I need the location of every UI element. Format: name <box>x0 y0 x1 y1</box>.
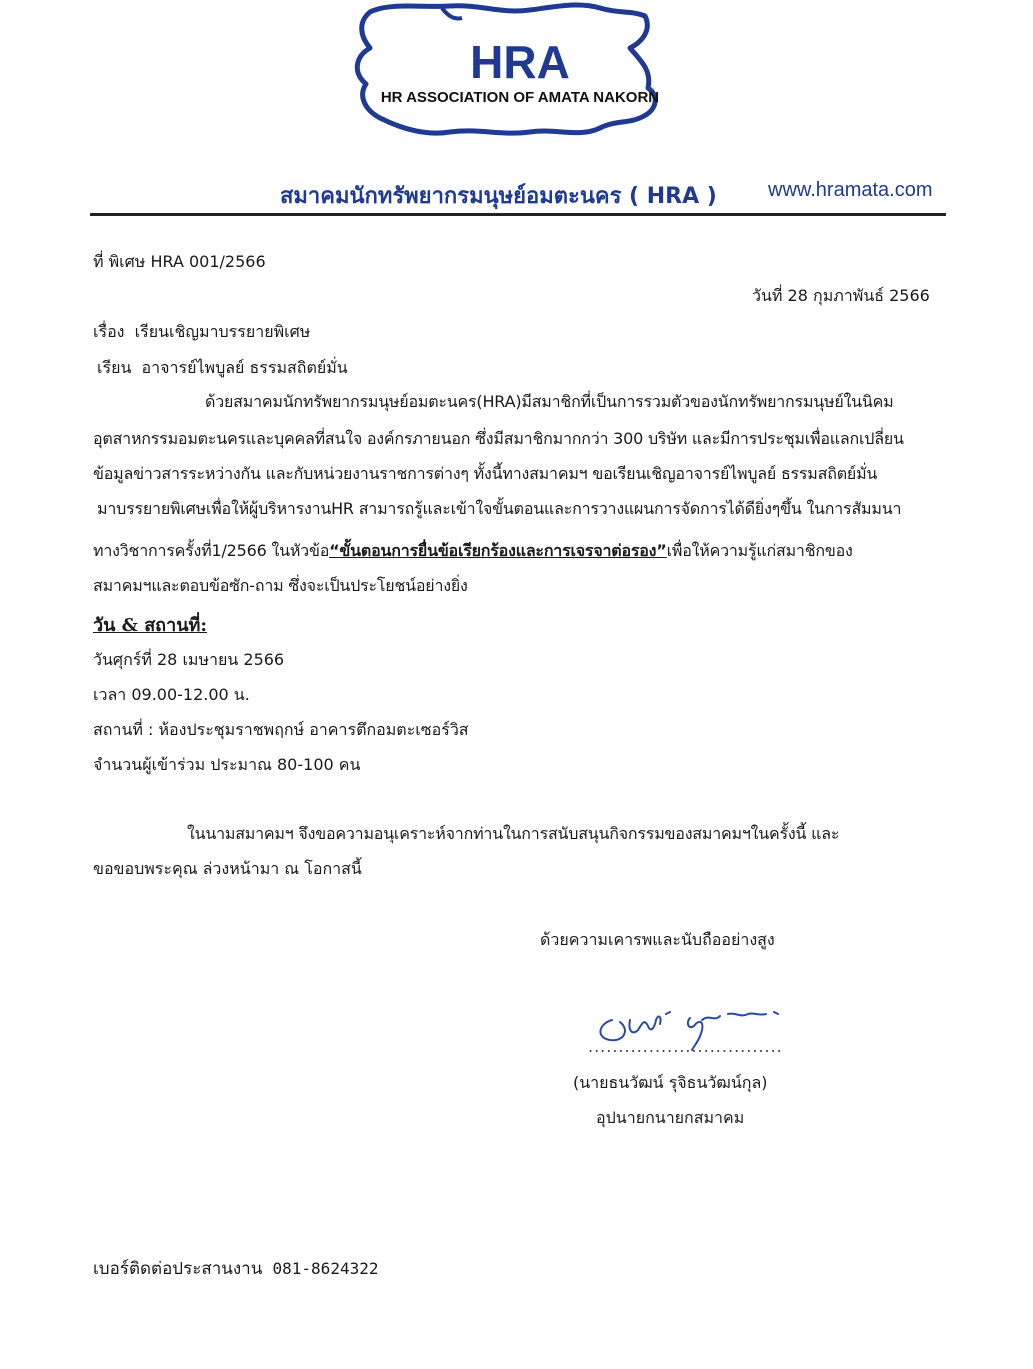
association-title: สมาคมนักทรัพยากรมนุษย์อมตะนคร ( HRA ) <box>280 184 717 209</box>
event-time: เวลา 09.00-12.00 น. <box>93 685 250 704</box>
website-link[interactable]: www.hramata.com <box>768 179 933 201</box>
event-date: วันศุกร์ที่ 28 เมษายน 2566 <box>93 650 285 669</box>
closing-line-2: ขอขอบพระคุณ ล่วงหน้ามา ณ โอกาสนี้ <box>93 859 362 878</box>
recipient-name: อาจารย์ไพบูลย์ ธรรมสถิตย์มั่น <box>141 358 348 377</box>
event-attendees: จำนวนผู้เข้าร่วม ประมาณ 80-100 คน <box>93 755 361 774</box>
salutation: ด้วยความเคารพและนับถืออย่างสูง <box>540 930 775 949</box>
body-line-1: ด้วยสมาคมนักทรัพยากรมนุษย์อมตะนคร(HRA)มีสมาชิกที่เป็นการรวมตัวของนักทรัพยากรมนุษย์ในนิคม <box>205 392 894 411</box>
body-line-4: มาบรรยายพิเศษเพื่อให้ผู้บริหารงานHR สามารถรู้และเข้าใจขั้นตอนและการวางแผนการจัดการได้ดียิ่งๆขึ้น ในการสัมมนา <box>97 499 902 518</box>
body-line-3: ข้อมูลข่าวสารระหว่างกัน และกับหน่วยงานราชการต่างๆ ทั้งนี้ทางสมาคมฯ ขอเรียนเชิญอาจารย์ไพบูลย์ ธรรมสถิตย์มั่น <box>93 464 878 483</box>
logo-full-name: HR ASSOCIATION OF AMATA NAKORN <box>380 89 660 106</box>
logo-short-name: HRA <box>470 36 570 88</box>
closing-line-1: ในนามสมาคมฯ จึงขอความอนุเคราะห์จากท่านในการสนับสนุนกิจกรรมของสมาคมฯในครั้งนี้ และ <box>187 824 840 843</box>
recipient-label: เรียน <box>97 358 132 377</box>
signature-line: ................................ <box>588 1037 783 1056</box>
contact-line <box>93 1255 378 1282</box>
body-line-5-start: ทางวิชาการครั้งที่1/2566 ในหัวข้อ <box>93 541 330 560</box>
event-heading: วัน & สถานที่: <box>93 615 208 636</box>
body-line-6: สมาคมฯและตอบข้อซัก-ถาม ซึ่งจะเป็นประโยชน์อย่างยิ่ง <box>93 576 468 595</box>
subject-label: เรื่อง <box>93 322 125 341</box>
signer-title: อุปนายกนายกสมาคม <box>596 1108 745 1127</box>
header-divider <box>90 213 946 216</box>
body-line-5-end: เพื่อให้ความรู้แก่สมาชิกของ <box>666 541 853 560</box>
hra-logo <box>330 0 710 150</box>
body-line-2: อุตสาหกรรมอมตะนครและบุคคลที่สนใจ องค์กรภายนอก ซึ่งมีสมาชิกมากกว่า 300 บริษัท และมีการประชุมเพื่อแลกเปลี่ยน <box>93 429 904 448</box>
reference-number: ที่ พิเศษ HRA 001/2566 <box>93 252 266 271</box>
subject-text: เรียนเชิญมาบรรยายพิเศษ <box>134 322 311 341</box>
signer-name: (นายธนวัฒน์ รุจิธนวัฒน์กุล) <box>573 1073 768 1092</box>
event-venue: สถานที่ : ห้องประชุมราชพฤกษ์ อาคารตึกอมตะเซอร์วิส <box>93 720 469 739</box>
letter-date: วันที่ 28 กุมภาพันธ์ 2566 <box>752 286 930 305</box>
contact-label: เบอร์ติดต่อประสานงาน <box>93 1259 263 1279</box>
seminar-topic: “ขั้นตอนการยื่นข้อเรียกร้องและการเจรจาต่อรอง” <box>329 541 667 560</box>
body-line-5 <box>93 539 853 564</box>
hra-logo-graphic <box>330 0 710 150</box>
recipient-line <box>97 356 348 381</box>
subject-line <box>93 320 310 345</box>
contact-phone: 081-8624322 <box>272 1259 379 1278</box>
